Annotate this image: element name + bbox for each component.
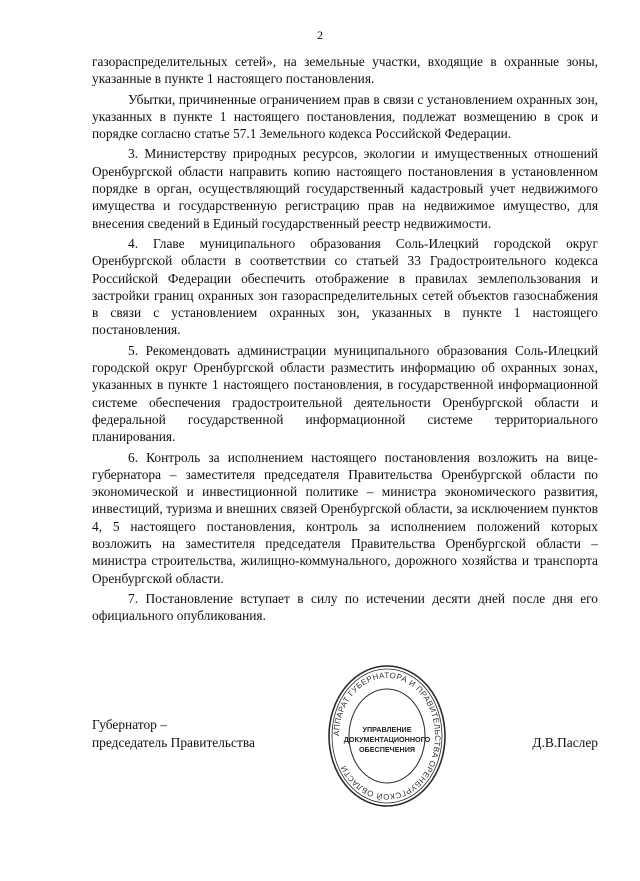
signatory-name: Д.В.Паслер — [532, 735, 598, 750]
signatory-position — [92, 716, 255, 752]
paragraph-item-7: 7. Постановление вступает в силу по истечении десяти дней после дня его официального опубликования. — [92, 590, 598, 624]
paragraph-item-3: 3. Министерству природных ресурсов, экологии и имущественных отношений Оренбургской области направить копию настоящего постановления в установленном порядке в орган, осуществляющий государственный кадастровый учет недвижимого имущества и государственную регистрацию прав на недвижимое имущество, для внесения сведений в Единый государственный реестр недвижимости. — [92, 146, 598, 231]
stamp-center-line-2: ДОКУМЕНТАЦИОННОГО — [343, 735, 431, 744]
paragraph-item-4: 4. Главе муниципального образования Соль-Илецкий городской округ Оренбургской области в соответствии со статьей 33 Градостроительного кодекса Российской Федерации обеспечить отображение в правилах землепользования и застройки границ охранных зон газораспределительных сетей объектов газоснабжения в связи с установлением охранных зон, указанных в пункте 1 настоящего постановления. — [92, 235, 598, 338]
stamp-center-line-3: ОБЕСПЕЧЕНИЯ — [358, 745, 416, 754]
signatory-position-line-1: Губернатор – — [92, 717, 167, 732]
stamp-ring-text: АППАРАТ ГУБЕРНАТОРА И ПРАВИТЕЛЬСТВА ОРЕНБУРГСКОЙ ОБЛАСТИ — [331, 670, 443, 802]
signature-block — [92, 716, 598, 776]
document-body — [92, 53, 598, 628]
page-number: 2 — [317, 28, 323, 42]
stamp-center-line-1: УПРАВЛЕНИЕ — [362, 725, 412, 734]
paragraph-continuation: газораспределительных сетей», на земельные участки, входящие в охранные зоны, указанные в пункте 1 настоящего постановления. — [92, 54, 598, 87]
paragraph-damages: Убытки, причиненные ограничением прав в связи с установлением охранных зон, указанных в пункте 1 настоящего постановления, подлежат возмещению в срок и порядке согласно статье 57.1 Земельного кодекса Российской Федерации. — [92, 91, 598, 142]
paragraph-item-6: 6. Контроль за исполнением настоящего постановления возложить на вице-губернатора – заместителя председателя Правительства Оренбургской области по экономической и инвестиционной политике – министра экономического развития, инвестиций, туризма и внешних связей Оренбургской области, за исключением пунктов 4, 5 настоящего постановления, контроль за исполнением положений которых возложить на заместителя председателя Правительства Оренбургской области – министра строительства, жилищно-коммунального, дорожного хозяйства и транспорта Оренбургской области. — [92, 449, 598, 586]
paragraph-item-5: 5. Рекомендовать администрации муниципального образования Соль-Илецкий городской округ Оренбургской области разместить информацию об охранных зонах, указанных в пункте 1 настоящего постановления, в государственной информационной системе обеспечения градостроительной деятельности Оренбургской области и федеральной государственной информационной системе территориального планирования. — [92, 342, 598, 445]
signatory-position-line-2: председатель Правительства — [92, 735, 255, 750]
